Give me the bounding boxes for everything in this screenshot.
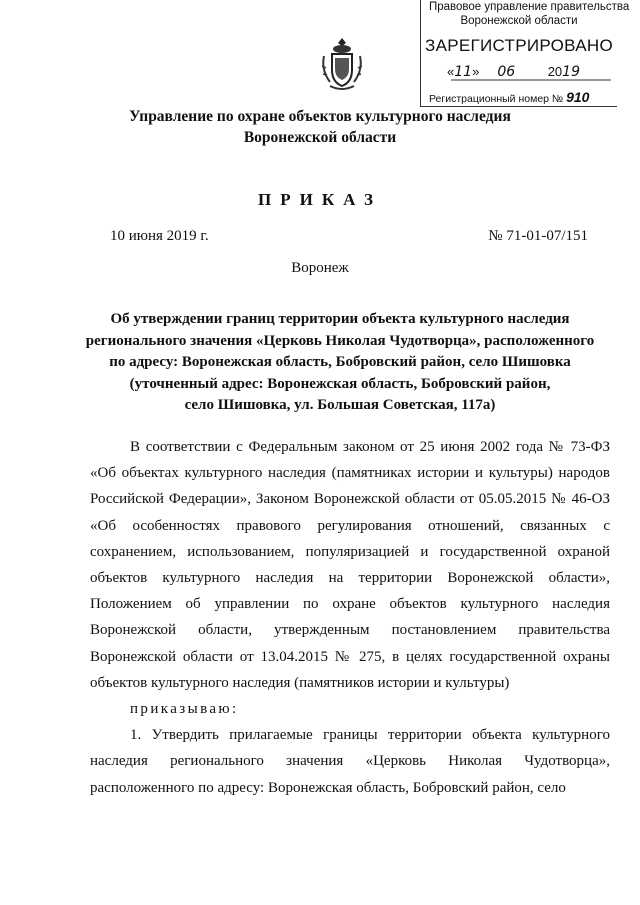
- body-text: [90, 434, 610, 801]
- stamp-registered: ЗАРЕГИСТРИРОВАНО: [425, 36, 613, 55]
- order-number: № 71-01-07/151: [488, 228, 588, 244]
- title-line-5: село Шишовка, ул. Большая Советская, 117а): [184, 397, 496, 414]
- stamp-reg-number: [429, 89, 589, 105]
- registration-stamp: [420, 0, 630, 107]
- coat-of-arms-icon: [318, 36, 366, 92]
- order-title: [70, 309, 610, 417]
- stamp-reg-value: 910: [566, 89, 590, 105]
- organization-name: [0, 106, 640, 148]
- item-1-paragraph: 1. Утвердить прилагаемые границы территории объекта культурного наследия регионального значения «Церковь Николая Чудотворца», расположенного по адресу: Воронежская область, Бобровский район, село: [90, 727, 610, 796]
- stamp-month: 06: [497, 64, 516, 80]
- title-line-3: по адресу: Воронежская область, Бобровский район, село Шишовка: [109, 354, 571, 371]
- title-line-1: Об утверждении границ территории объекта культурного наследия: [110, 311, 570, 327]
- stamp-reg-label: Регистрационный номер №: [429, 93, 564, 105]
- stamp-day: 11: [454, 64, 473, 80]
- title-line-2: регионального значения «Церковь Николая Чудотворца», расположенного: [85, 332, 595, 349]
- order-word: приказываю:: [130, 701, 239, 718]
- stamp-year-prefix: 20: [547, 64, 563, 79]
- order-date: 10 июня 2019 г.: [110, 228, 209, 244]
- stamp-date-underline: [451, 79, 611, 81]
- stamp-line-1: Правовое управление правительства: [429, 1, 630, 13]
- org-line-1: Управление по охране объектов культурного наследия: [129, 108, 511, 125]
- preamble-paragraph: В соответствии с Федеральным законом от 25 июня 2002 года № 73-ФЗ «Об объектах культурного наследия (памятниках истории и культуры) народов Российской Федерации», Законом Воронежской области от 05.05.2015 № 46-ОЗ «Об особенностях правового регулирования отношений, связанных с сохранением, использованием, популяризацией и государственной охраной объектов культурного наследия на территории Воронежской области», Положением об управлении по охране объектов культурного наследия Воронежской области, утвержденным постановлением правительства Воронежской области от 13.04.2015 № 275, в целях государственной охраны объектов культурного наследия (памятников истории и культуры): [90, 439, 610, 691]
- org-line-2: Воронежской области: [243, 129, 397, 146]
- doc-type: ПРИКАЗ: [258, 190, 382, 209]
- city: Воронеж: [291, 260, 349, 276]
- title-line-4: (уточненный адрес: Воронежская область, Бобровский район,: [129, 375, 551, 392]
- stamp-year-suffix: 19: [562, 64, 580, 80]
- stamp-date: «11» 06 2019: [447, 64, 580, 80]
- stamp-line-2: Воронежской области: [460, 15, 578, 27]
